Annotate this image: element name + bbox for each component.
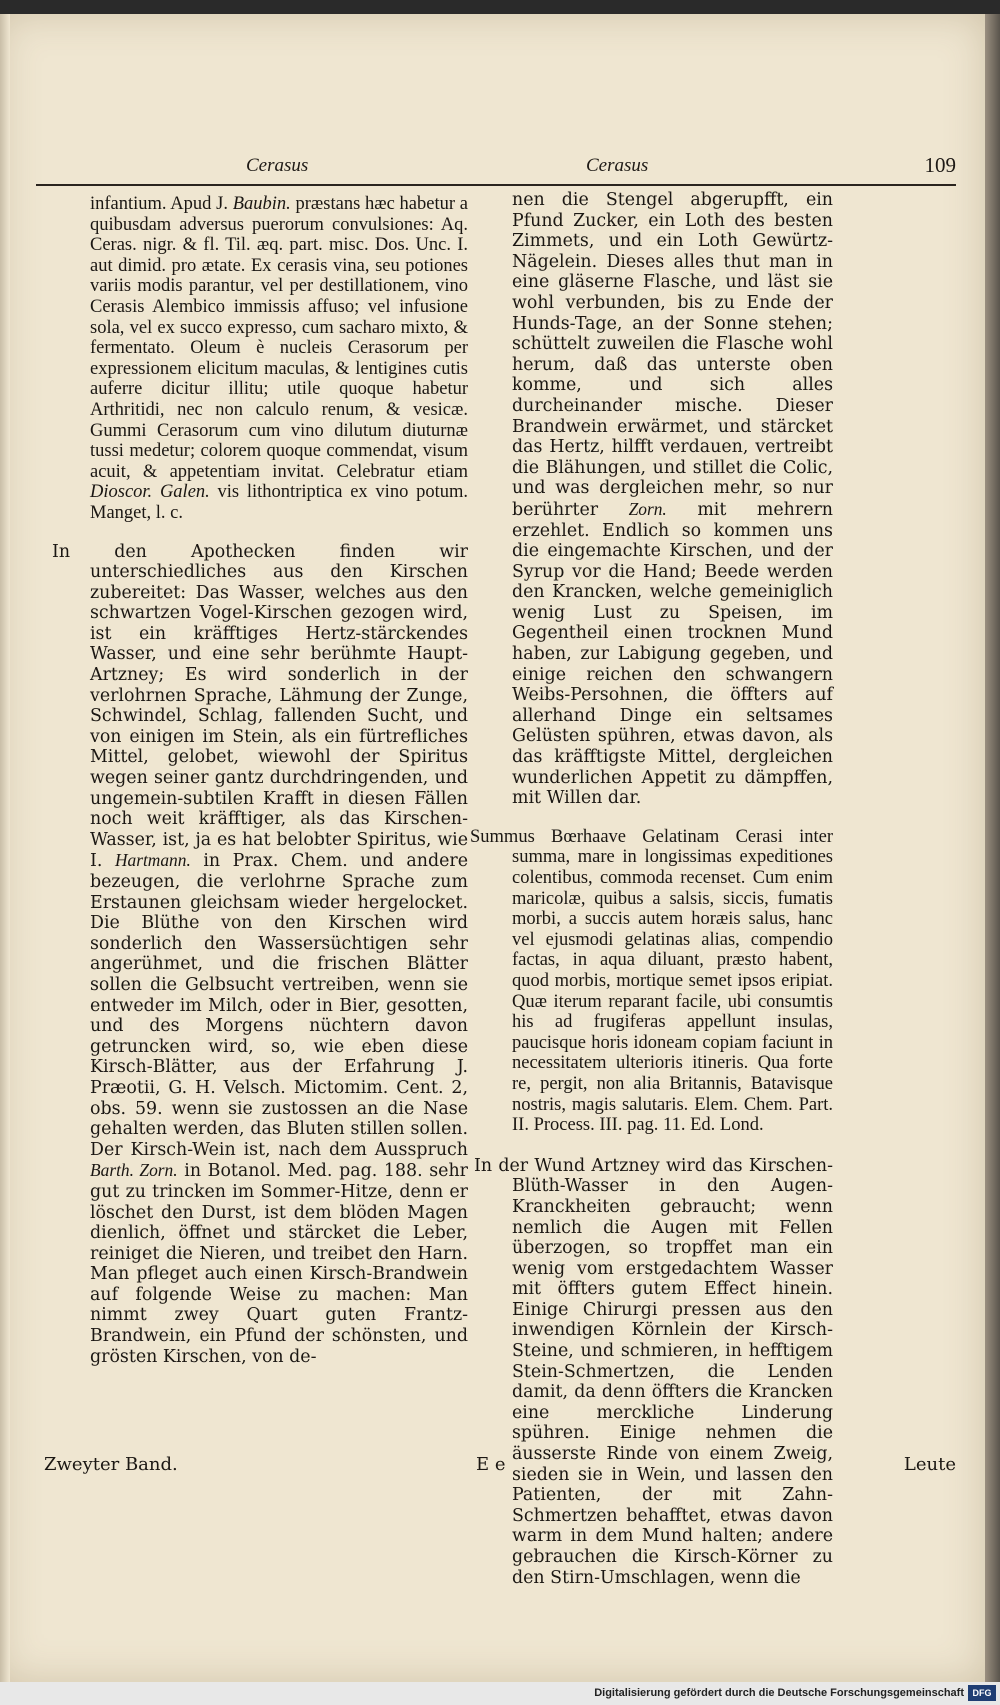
signature-mark: E e — [476, 1454, 506, 1475]
latin-paragraph-left — [48, 194, 468, 524]
running-header — [36, 149, 956, 189]
left-column — [48, 194, 468, 1367]
german-text: in Prax. Chem. und andere bezeugen, die verlohrne Sprache zum Erstaunen gleichsam wieder hergelocket. Die Blüthe von den Kirschen wird sonderlich den Wassersüchtigen sehr angerühmet, und die frischen Blätter sollen die Gelbsucht vertreiben, wenn sie entweder im Milch, oder in Bier, gesotten, und des Morgens nüchtern davon getruncken wird, so, wie eben diese Kirsch-Blätter, aus der Erfahrung J. Præotii, G. H. Velsch. Mictomim. Cent. 2, obs. 59. wenn sie zustossen an die Nase gehalten werden, das Bluten stillen sollen. Der Kirsch-Wein ist, nach dem Ausspruch — [90, 851, 468, 1160]
latin-italic-text: Dioscor. Galen. — [90, 482, 210, 503]
german-italic-text: Barth. Zorn. — [90, 1160, 178, 1181]
latin-text: infantium. Apud J. — [90, 194, 233, 214]
catchword: Leute — [903, 1454, 956, 1475]
running-title-right: Cerasus — [586, 155, 649, 176]
german-text: in Botanol. Med. pag. 188. sehr gut zu trincken im Sommer-Hitze, denn er löschet den Durst, ist dem blöden Magen dienlich, öffnet und stärcket die Leber, reiniget die Nieren, und treibet den Harn. Man pfleget auch einen Kirsch-Brandwein auf folgende Weise zu machen: Man nimmt zwey Quart guten Frantz-Brandwein, ein Pfund der schönsten, und grösten Kirschen, von de- — [90, 1161, 468, 1367]
volume-label: Zweyter Band. — [44, 1454, 178, 1475]
right-column — [470, 190, 833, 1588]
credit-bar — [0, 1682, 1000, 1705]
latin-paragraph-right: Summus Bœrhaave Gelatinam Cerasi inter summa, mare in longissimas expeditiones colentibus, commoda recenset. Cum enim maricolæ, quibus a salsis, siccis, fumatis morbi, a succis autem horæis salus, hanc vel ejusmodi gelatinas alias, compendio factas, in aqua diluant, præsto habent, quod morbis, mortique semet ipsos eripiat. Quæ iterum reparant facile, ubi consumtis his ad frugiferas appellunt insulas, paucisque horis idoneam copiam faciunt in necessitatem ulterioris itineris. Qua forte re, pergit, non alia Britannis, Batavisque nostris, magis salutaris. Elem. Chem. Part. II. Process. III. pag. 11. Ed. Lond. — [470, 826, 833, 1136]
dfg-logo: DFG — [968, 1685, 996, 1701]
german-paragraph-left — [48, 542, 468, 1368]
german-text: mit mehrern erzehlet. Endlich so kommen uns die eingemachte Kirschen, und der Syrup vor die Hand; Beede werden den Krancken, welche gemeiniglich wenig Lust zu Speisen, im Gegentheil einen trocknen Mund haben, zur Labigung gegeben, und einige reichen den schwangern Weibs-Persohnen, die öffters auf allerhand Dinge ein seltsames Gelüsten spühren, etwas davon, als das kräfftigste Mittel, dergleichen wunderlichen Appetit zu dämpffen, mit Willen dar. — [512, 499, 834, 809]
page-footer — [36, 1454, 956, 1484]
page-edge — [985, 14, 1000, 1682]
german-italic-text: Hartmann. — [114, 850, 191, 871]
book-page — [0, 14, 985, 1682]
credit-text: Digitalisierung gefördert durch die Deutsche Forschungsgemeinschaft — [594, 1687, 964, 1699]
latin-italic-text: Baubin. — [232, 194, 291, 214]
page-gutter-shadow — [0, 14, 10, 1682]
latin-text: vis lithontriptica ex vino potum. Manget, l. c. — [90, 482, 468, 523]
german-paragraph-right-1 — [470, 190, 833, 809]
header-rule — [36, 184, 956, 186]
latin-text: præstans hæc habetur a quibusdam adversus puerorum convulsiones: Aq. Ceras. nigr. & fl. Til. æq. part. misc. Dos. Unc. I. aut dimid. pro ætate. Ex cerasis vina, seu potiones variis modis parantur, vel per destillationem, vino Cerasis Alembico immissis affuso; vel infusione sola, vel ex succo expresso, cum sacharo mixto, & fermentato. Oleum è nucleis Cerasorum per expressionem elicitum maculas, & lentigines cutis auferre dicitur illitu; utile quoque habetur Arthritidi, nec non calculo renum, & vesicæ. Gummi Cerasorum cum vino dilutum diuturnæ tussi medetur; colorem quoque commendat, visum acuit, & appetentiam invitat. Celebratur etiam — [90, 194, 468, 482]
german-text: nen die Stengel abgerupfft, ein Pfund Zucker, ein Loth des besten Zimmets, und ein Loth Gewürtz-Nägelein. Dieses alles thut man in eine gläserne Flasche, und läst sie wohl verbunden, bis zu Ende der Hunds-Tage, an der Sonne stehen; schüttelt zuweilen die Flasche wohl herum, daß das unterste oben komme, und sich alles durcheinander mische. Dieser Brandwein erwärmet, und stärcket das Hertz, hilfft verdauen, vertreibt die Blähungen, und stillet die Colic, und was dergleichen mehr, so nur berührter — [512, 190, 833, 520]
running-title-left: Cerasus — [246, 155, 309, 176]
german-text: In den Apothecken finden wir unterschiedliches aus den Kirschen zubereitet: Das Wasser, welches aus den schwartzen Vogel-Kirschen gezogen wird, ist ein kräfftiges Hertz-stärckendes Wasser, und eine sehr berühmte Haupt-Artzney; Es wird sonderlich in der verlohrnen Sprache, Lähmung der Zunge, Schwindel, Schlag, fallenden Sucht, und von einigen im Stein, als ein fürtrefliches Mittel, gelobet, wiewohl der Spiritus wegen seiner gantz durchdringenden, und ungemein-subtilen Krafft in diesen Fällen noch weit kräfftiger, als das Kirschen-Wasser, ist, ja es hat belobter Spiritus, wie I. — [52, 541, 468, 872]
german-paragraph-right-2: In der Wund Artzney wird das Kirschen-Blüth-Wasser in den Augen-Kranckheiten gebraucht; wenn nemlich die Augen mit Fellen überzogen, so tropffet man ein wenig vom erstgedachtem Wasser mit öffters gutem Effect hinein. Einige Chirurgi pressen aus den inwendigen Körnlein der Kirsch-Steine, und schmieren, in hefftigem Stein-Schmertzen, die Lenden damit, da denn öffters die Krancken eine merckliche Linderung spühren. Einige nehmen die äusserste Rinde von einem Zweig, sieden sie in Wein, und lassen den Patienten, der mit Zahn-Schmertzen behafftet, etwas davon warm in dem Mund halten; andere gebrauchen die Kirsch-Körner zu den Stirn-Umschlagen, wenn die — [474, 1155, 833, 1588]
page-number: 109 — [924, 153, 956, 177]
german-italic-text: Zorn. — [628, 498, 667, 519]
